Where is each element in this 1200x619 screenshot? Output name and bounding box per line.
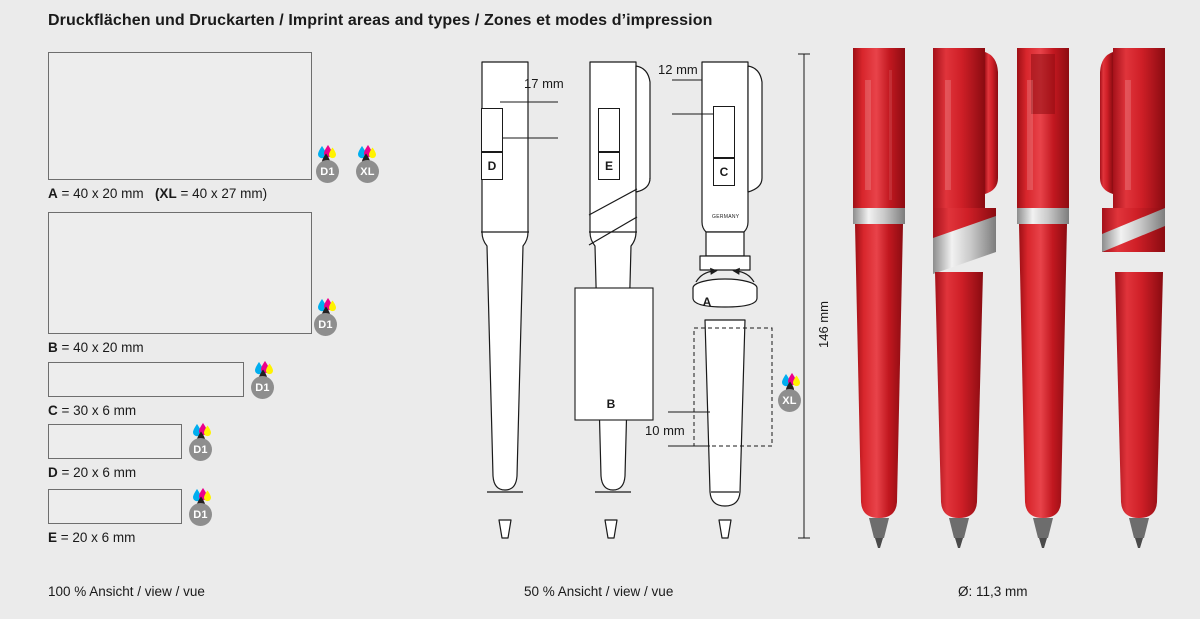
- imprint-area-e-dims: = 20 x 6 mm: [57, 530, 136, 545]
- marker-d: D: [481, 152, 503, 180]
- badge-d1-e: D1: [189, 503, 212, 526]
- pen-photo-2: [933, 48, 998, 548]
- imprint-area-c-dims: = 30 x 6 mm: [57, 403, 137, 418]
- imprint-area-a-xl-dims: = 40 x 27 mm): [176, 186, 268, 201]
- dim-10mm: 10 mm: [645, 423, 685, 438]
- cap-print-area-d: [481, 108, 503, 152]
- marker-a: A: [702, 295, 712, 309]
- dim-12mm: 12 mm: [658, 62, 698, 77]
- pen-photo-group: [845, 40, 1185, 550]
- imprint-area-e: [48, 489, 182, 524]
- cap-print-area-e: [598, 108, 620, 152]
- footer-left: 100 % Ansicht / view / vue: [48, 584, 205, 599]
- imprint-area-a-dims: = 40 x 20 mm: [57, 186, 144, 201]
- badge-d1-d: D1: [189, 438, 212, 461]
- imprint-area-e-label: E = 20 x 6 mm: [48, 530, 136, 545]
- pen-photo-4: [1100, 48, 1165, 548]
- imprint-area-a: [48, 52, 312, 180]
- dim-17mm: 17 mm: [524, 76, 564, 91]
- badge-xl-drawing: XL: [778, 389, 801, 412]
- imprint-area-d-label: D = 20 x 6 mm: [48, 465, 137, 480]
- imprint-area-a-label: A = 40 x 20 mm (XL = 40 x 27 mm): [48, 186, 268, 201]
- pen-photo-1: [853, 48, 905, 548]
- marker-b: B: [606, 397, 616, 411]
- footer-center: 50 % Ansicht / view / vue: [524, 584, 674, 599]
- imprint-area-b: [48, 212, 312, 334]
- marker-c: C: [713, 158, 735, 186]
- germany-marking: GERMANY: [712, 214, 740, 220]
- imprint-area-b-label: B = 40 x 20 mm: [48, 340, 144, 355]
- imprint-area-c-label: C = 30 x 6 mm: [48, 403, 137, 418]
- page-title: Druckflächen und Druckarten / Imprint areas and types / Zones et modes d’impression: [48, 12, 713, 29]
- badge-d1-c: D1: [251, 376, 274, 399]
- footer-right: Ø: 11,3 mm: [958, 584, 1028, 599]
- cap-print-area-c: [713, 106, 735, 158]
- imprint-area-d: [48, 424, 182, 459]
- marker-e: E: [598, 152, 620, 180]
- badge-xl-a: XL: [356, 160, 379, 183]
- dim-146mm: 146 mm: [816, 301, 831, 348]
- badge-d1-a: D1: [316, 160, 339, 183]
- imprint-area-c: [48, 362, 244, 397]
- imprint-area-d-dims: = 20 x 6 mm: [57, 465, 137, 480]
- badge-d1-b: D1: [314, 313, 337, 336]
- pen-photo-3: [1017, 48, 1069, 548]
- imprint-area-b-dims: = 40 x 20 mm: [57, 340, 144, 355]
